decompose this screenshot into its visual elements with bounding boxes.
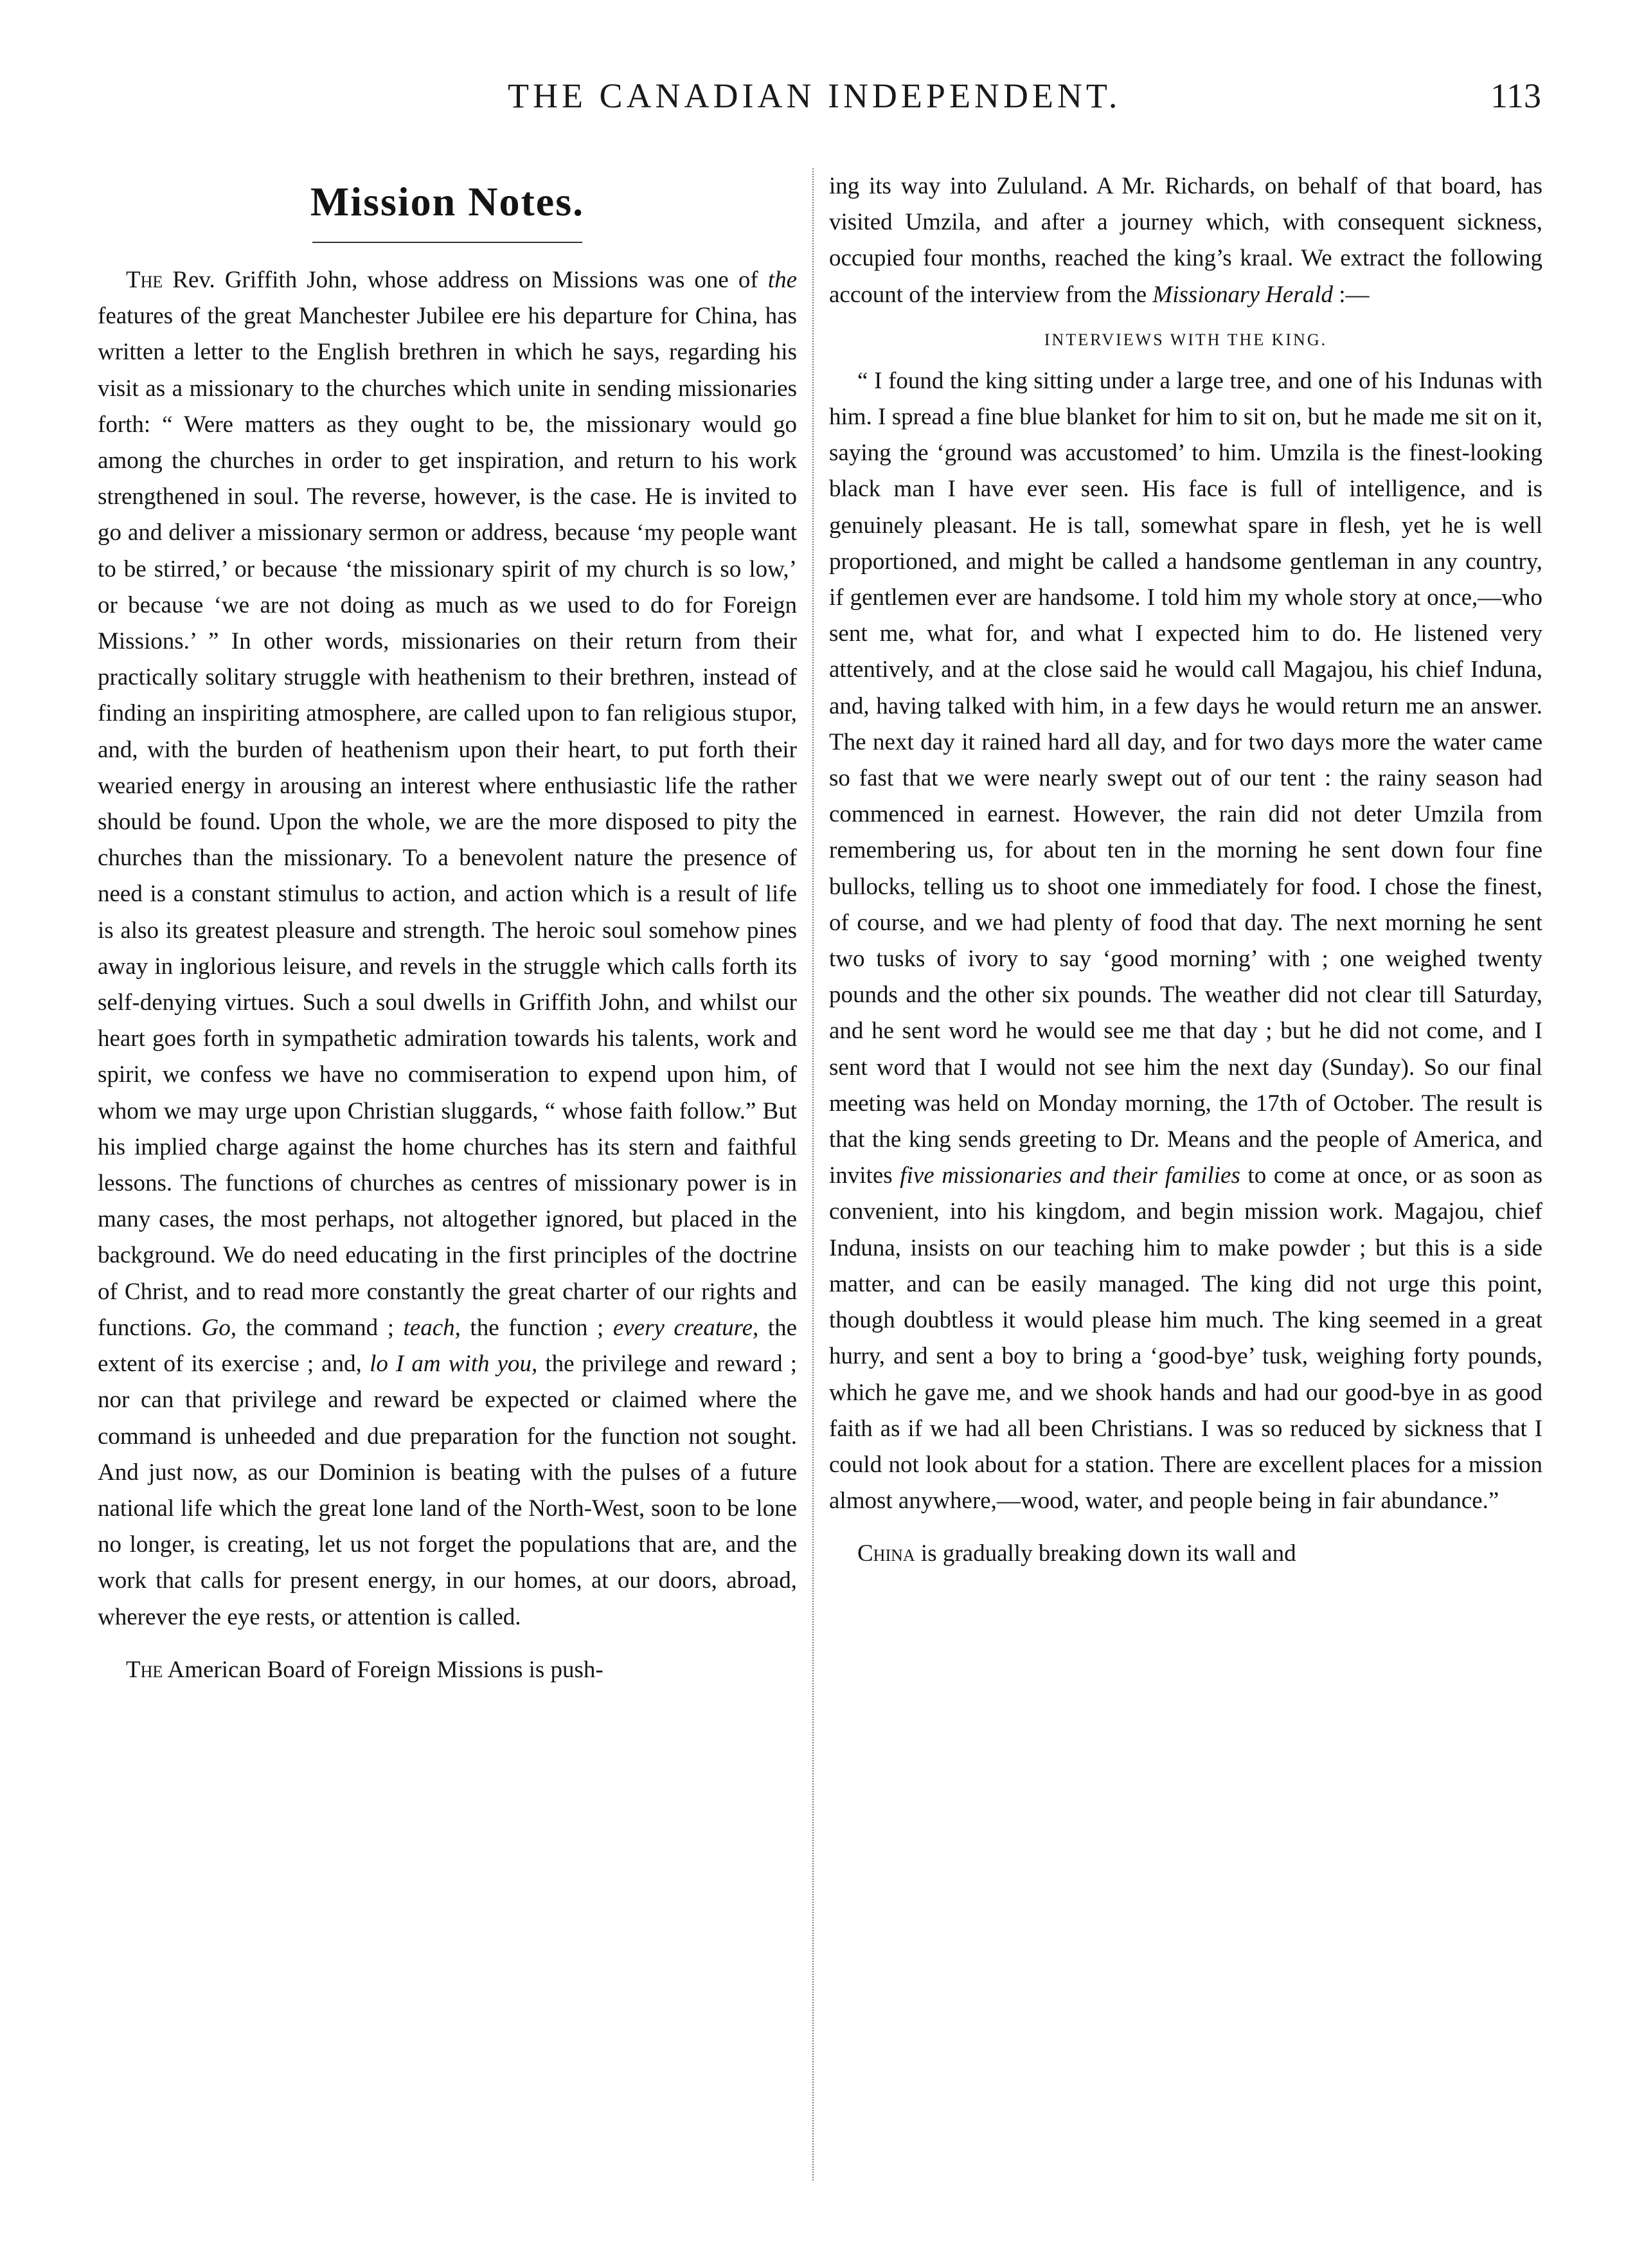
paragraph-lead-word: China <box>857 1540 915 1567</box>
paragraph-text: :— <box>1333 281 1370 308</box>
paragraph-text: the privilege and reward ; nor can that privilege and reward be expected or claimed where the command is unheeded and due preparation for the function not sought. And just now, as our Dominion is beating with the pulses of a future national life which the great lone land of the North-West, soon to be lone no longer, is creating, let us not forget the populations that are, and the work that calls for present energy, in our homes, at our doors, abroad, wherever the eye rests, or attention is called. <box>98 1351 798 1630</box>
paragraph-text: is gradually breaking down its wall and <box>920 1540 1296 1567</box>
paragraph-american-board-continued <box>829 168 1542 313</box>
paragraph-interview-quote <box>829 363 1542 1520</box>
emphasis-text: five missionaries and their families <box>900 1162 1240 1189</box>
emphasis-text: teach, <box>403 1314 461 1341</box>
paragraph-american-board <box>98 1652 797 1688</box>
left-column <box>98 168 797 2193</box>
paragraph-text: to come at once, or as soon as convenient, into his kingdom, and begin mission work. Magajou, chief Induna, insists on our teaching him to make powder ; but this is a side matter, and can be easily managed. The king did not urge this point, though doubtless it would please him much. The king seemed in a great hurry, and sent a boy to bring a ‘good-bye’ tusk, weighing forty pounds, which he gave me, and we shook hands and had our good-bye in as good faith as if we had all been Christians. I was so reduced by sickness that I could not look about for a station. There are excellent places for a mission almost anywhere,—wood, water, and people being in fair abundance.” <box>829 1162 1542 1515</box>
emphasis-text: lo I am with you, <box>370 1351 538 1378</box>
paragraph-text: the command ; <box>236 1314 404 1341</box>
emphasis-text: the <box>767 267 797 293</box>
paragraph-text: ing its way into Zululand. A Mr. Richards, on behalf of that board, has visited Umzila, and after a journey which, with consequent sickness, occupied four months, reached the king’s kraal. We extract the following account of the interview from the <box>829 173 1542 308</box>
journal-title: THE CANADIAN INDEPENDENT. <box>508 76 1121 115</box>
paragraph-text: features of the great Manchester Jubilee ere his departure for China, has written a letter to the English brethren in which he says, regarding his visit as a missionary to the churches which unite in sending missionaries forth: “ Were matters as they ought to be, the missionary would go among the churches in order to get inspiration, and return to his work strengthened in soul. The reverse, however, is the case. He is invited to go and deliver a missionary sermon or address, because ‘my people want to be stirred,’ or because ‘the missionary spirit of my church is so low,’ or because ‘we are not doing as much as we used to do for Foreign Missions.’ ” In other words, missionaries on their return from their practically solitary struggle with heathenism to their brethren, instead of finding an inspiriting atmosphere, are called upon to fan religious stupor, and, with the burden of heathenism upon their heart, to put forth their wearied energy in arousing an interest where enthusiastic life the rather should be found. Upon the whole, we are the more disposed to pity the churches than the missionary. To a benevolent nature the presence of need is a constant stimulus to action, and action which is a result of life is also its greatest pleasure and strength. The heroic soul somehow pines away in inglorious leisure, and revels in the struggle which calls forth its self-denying virtues. Such a soul dwells in Griffith John, and whilst our heart goes forth in sympathetic admiration towards his talents, work and spirit, we confess we have no commiseration to expend upon him, of whom we may urge upon Christian sluggards, “ whose faith follow.” But his implied charge against the home churches has its stern and faithful lessons. The functions of churches as centres of missionary power is in many cases, the most perhaps, not altogether ignored, but placed in the background. We do need educating in the first principles of the doctrine of Christ, and to read more constantly the great charter of our rights and functions. <box>98 303 797 1341</box>
paragraph-lead-word: The <box>126 1656 163 1683</box>
heading-rule <box>312 242 582 243</box>
emphasis-text: Missionary Herald <box>1152 281 1333 308</box>
section-heading: Mission Notes. <box>310 179 585 224</box>
paragraph-text: American Board of Foreign Missions is push- <box>163 1656 603 1683</box>
page-number: 113 <box>1490 76 1541 115</box>
right-column <box>829 168 1542 2193</box>
paragraph-lead-word: The <box>126 267 163 293</box>
paragraph-griffith-john <box>98 262 797 1635</box>
paragraph-china <box>829 1536 1542 1572</box>
running-head <box>90 76 1549 121</box>
emphasis-text: Go, <box>201 1314 237 1341</box>
paragraph-text: Rev. Griffith John, whose address on Missions was one of <box>172 267 768 293</box>
column-divider <box>812 168 814 2181</box>
paragraph-text: “ I found the king sitting under a large tree, and one of his Indunas with him. I spread a fine blue blanket for him to sit on, but he made me sit on it, saying the ‘ground was accustomed’ to him. Umzila is the finest-looking black man I have ever seen. His face is full of intelligence, and is genuinely pleasant. He is tall, somewhat spare in flesh, yet he is well proportioned, and might be called a handsome gentleman in any country, if gentlemen ever are handsome. I told him my whole story at once,—who sent me, what for, and what I expected him to do. He listened very attentively, and at the close said he would call Magajou, his chief Induna, and, having talked with him, in a few days he would return me an answer. The next day it rained hard all day, and for two days more the water came so fast that we were nearly swept out of our tent : the rainy season had commenced in earnest. However, the rain did not deter Umzila from remembering us, for about ten in the morning he sent down four fine bullocks, telling us to shoot one immediately for food. I chose the finest, of course, and we had plenty of food that day. The next morning he sent two tusks of ivory to say ‘good morning’ with ; one weighed twenty pounds and the other six pounds. The weather did not clear till Saturday, and he sent word he would see me that day ; but he did not come, and I sent word that I would not see him the next day (Sunday). So our final meeting was held on Monday morning, the 17th of October. The result is that the king sends greeting to Dr. Means and the people of America, and invites <box>829 367 1542 1189</box>
paragraph-text: the extent of its exercise ; and, <box>98 1314 798 1378</box>
emphasis-text: every creature, <box>612 1314 759 1341</box>
paragraph-text: the function ; <box>460 1314 613 1341</box>
subheading: INTERVIEWS WITH THE KING. <box>1044 330 1328 349</box>
